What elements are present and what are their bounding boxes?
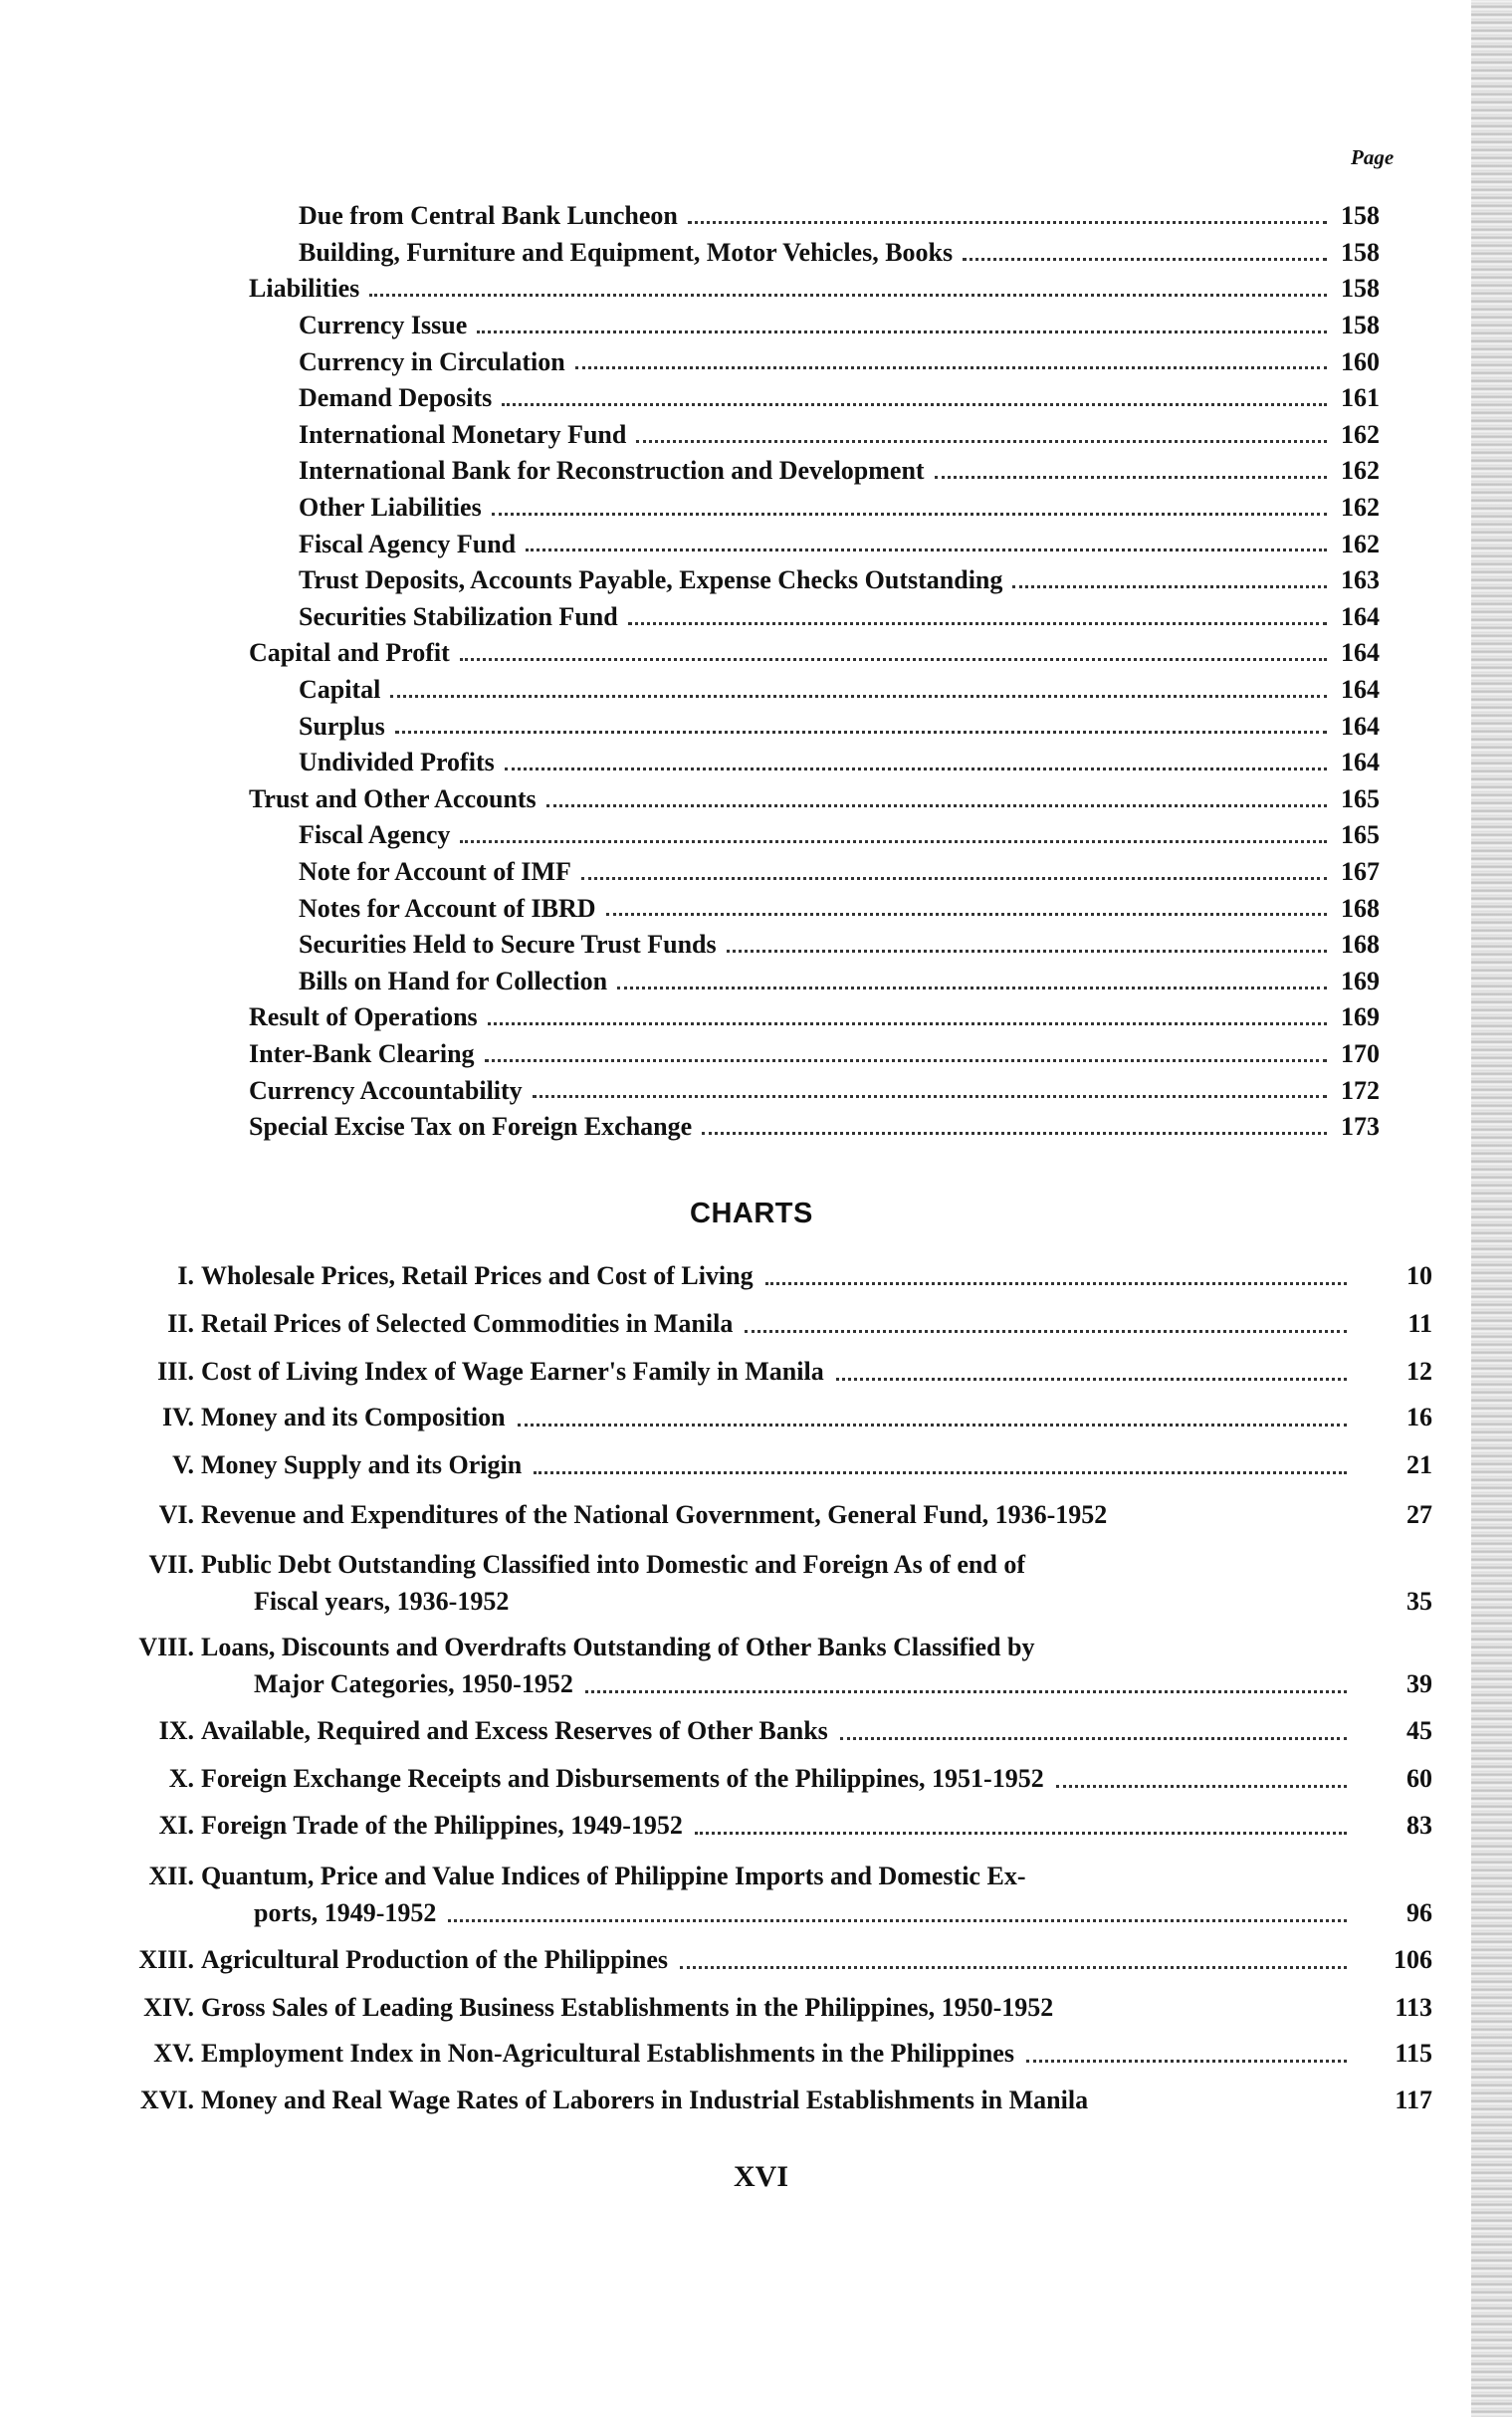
toc-entry-page: 158	[1341, 237, 1380, 267]
chart-title-continued: ports, 1949-1952	[254, 1898, 437, 1927]
chart-entry	[90, 1446, 1432, 1483]
toc-entry	[299, 887, 1380, 923]
dot-leader	[688, 220, 1327, 224]
chart-entry	[90, 1496, 1432, 1533]
chart-page: 113	[1395, 1993, 1432, 2022]
chart-number: V.	[172, 1450, 194, 1479]
chart-entry	[90, 1257, 1432, 1294]
chart-number: XI.	[158, 1811, 194, 1840]
chart-entry	[90, 1712, 1432, 1749]
chart-entry	[90, 1546, 1432, 1620]
chart-number: VIII.	[138, 1633, 194, 1661]
chart-number: XIII.	[138, 1945, 194, 1974]
toc-entry-page: 164	[1341, 748, 1380, 777]
dot-leader	[1012, 584, 1327, 588]
toc-entry	[299, 450, 1380, 486]
dot-leader	[1056, 1784, 1347, 1788]
scan-edge	[1471, 0, 1512, 2417]
dot-leader	[935, 475, 1327, 479]
dot-leader	[448, 1918, 1347, 1922]
toc-entry-title: Currency Issue	[299, 310, 468, 339]
toc-entry-title: Notes for Account of IBRD	[299, 893, 596, 923]
toc-entry	[299, 814, 1380, 850]
toc-entry-page: 162	[1341, 456, 1380, 486]
chart-page: 21	[1406, 1450, 1432, 1479]
dot-leader	[636, 439, 1327, 443]
toc-entry-title: Due from Central Bank Luncheon	[299, 201, 678, 231]
chart-page: 12	[1406, 1357, 1432, 1386]
toc-entry-page: 158	[1341, 274, 1380, 304]
dot-leader	[395, 730, 1327, 734]
chart-page: 60	[1406, 1764, 1432, 1793]
toc-entry-title: Trust and Other Accounts	[249, 783, 537, 813]
dot-leader	[526, 548, 1327, 551]
chart-title: Money Supply and its Origin	[201, 1450, 523, 1479]
toc-entry-title: Demand Deposits	[299, 383, 493, 413]
toc-entry-page: 158	[1341, 310, 1380, 339]
toc-entry-title: Capital	[299, 674, 381, 704]
chart-title: Foreign Trade of the Philippines, 1949-1952	[201, 1811, 683, 1840]
toc-entry	[249, 1106, 1380, 1142]
dot-leader	[840, 1736, 1347, 1740]
toc-entry-title: Note for Account of IMF	[299, 856, 571, 886]
dot-leader	[477, 330, 1327, 333]
dot-leader	[518, 1423, 1347, 1427]
dot-leader	[963, 257, 1327, 261]
chart-title: Retail Prices of Selected Commodities in Manila	[201, 1309, 734, 1338]
toc-entry-page: 169	[1341, 966, 1380, 995]
toc-entry-page: 164	[1341, 638, 1380, 668]
chart-page: 11	[1407, 1309, 1432, 1338]
toc-entry-title: Capital and Profit	[249, 638, 450, 668]
chart-entry	[90, 2082, 1432, 2118]
chart-title: Revenue and Expenditures of the National Government, General Fund, 1936-1952	[201, 1500, 1108, 1529]
toc-entry-page: 158	[1341, 201, 1380, 231]
chart-page: 45	[1406, 1716, 1432, 1745]
toc-entry-page: 165	[1341, 820, 1380, 850]
chart-number: II.	[167, 1309, 194, 1338]
toc-entry-title: Bills on Hand for Collection	[299, 966, 608, 995]
dot-leader	[1026, 2059, 1347, 2063]
chart-title: Gross Sales of Leading Business Establishments in the Philippines, 1950-1952	[201, 1993, 1054, 2022]
dot-leader	[533, 1094, 1327, 1098]
toc-entry-page: 161	[1341, 383, 1380, 413]
toc-entry-page: 168	[1341, 893, 1380, 923]
toc-entry	[299, 961, 1380, 996]
chart-number: I.	[177, 1261, 194, 1290]
chart-entry	[90, 2035, 1432, 2072]
chart-title: Quantum, Price and Value Indices of Philippine Imports and Domestic Ex-	[201, 1862, 1026, 1890]
dot-leader	[492, 512, 1327, 516]
toc-entry-page: 165	[1341, 783, 1380, 813]
dot-leader	[695, 1831, 1347, 1835]
chart-title: Agricultural Production of the Philippines	[201, 1945, 668, 1974]
toc-entry	[299, 559, 1380, 595]
chart-number: XIV.	[143, 1993, 194, 2022]
dot-leader	[534, 1470, 1347, 1474]
toc-entry	[299, 195, 1380, 231]
toc-entry-page: 170	[1341, 1038, 1380, 1068]
toc-entry-page: 168	[1341, 930, 1380, 960]
toc-entry-title: Currency Accountability	[249, 1075, 523, 1105]
toc-entry	[299, 742, 1380, 777]
chart-title: Public Debt Outstanding Classified into Domestic and Foreign As of end of	[201, 1550, 1025, 1579]
chart-title: Cost of Living Index of Wage Earner's Family in Manila	[201, 1357, 824, 1386]
chart-entry	[90, 1399, 1432, 1435]
dot-leader	[617, 986, 1327, 989]
chart-entry	[90, 1353, 1432, 1390]
chart-page: 117	[1395, 2086, 1432, 2114]
chart-number: IX.	[158, 1716, 194, 1745]
chart-page: 27	[1406, 1500, 1432, 1529]
toc-entry-title: International Monetary Fund	[299, 419, 627, 449]
toc-entry	[249, 996, 1380, 1032]
toc-entry	[299, 705, 1380, 741]
chart-entry	[90, 1807, 1432, 1844]
chart-title: Employment Index in Non-Agricultural Establishments in the Philippines	[201, 2039, 1014, 2068]
toc-entry-title: Inter-Bank Clearing	[249, 1038, 475, 1068]
chart-page: 106	[1394, 1945, 1432, 1974]
toc-entry-title: Securities Stabilization Fund	[299, 601, 618, 631]
toc-entry	[299, 851, 1380, 887]
chart-entry	[90, 1760, 1432, 1797]
toc-entry-title: Undivided Profits	[299, 748, 495, 777]
toc-entry-title: Securities Held to Secure Trust Funds	[299, 930, 717, 960]
chart-entry	[90, 1858, 1432, 1931]
dot-leader	[836, 1377, 1347, 1381]
toc-entry-page: 164	[1341, 601, 1380, 631]
toc-entry	[299, 596, 1380, 632]
toc-entry	[299, 377, 1380, 413]
toc-entry-page: 164	[1341, 674, 1380, 704]
toc-entry-page: 172	[1341, 1075, 1380, 1105]
toc-entry	[299, 669, 1380, 705]
toc-entry	[299, 487, 1380, 523]
chart-title-continued: Major Categories, 1950-1952	[254, 1669, 573, 1698]
toc-entry-title: Other Liabilities	[299, 492, 482, 522]
dot-leader	[680, 1965, 1347, 1969]
toc-entry-title: Liabilities	[249, 274, 360, 304]
dot-leader	[488, 1021, 1327, 1025]
dot-leader	[460, 839, 1327, 843]
chart-title: Money and Real Wage Rates of Laborers in Industrial Establishments in Manila	[201, 2086, 1089, 2114]
dot-leader	[745, 1329, 1347, 1333]
chart-number: VI.	[158, 1500, 194, 1529]
dot-leader	[581, 876, 1327, 880]
dot-leader	[585, 1689, 1347, 1693]
toc-entry-page: 162	[1341, 419, 1380, 449]
chart-number: XV.	[153, 2039, 194, 2068]
toc-entry	[299, 523, 1380, 558]
toc-entry-title: Currency in Circulation	[299, 346, 565, 376]
toc-entry-page: 160	[1341, 346, 1380, 376]
dot-leader	[485, 1058, 1327, 1062]
chart-title: Foreign Exchange Receipts and Disbursements of the Philippines, 1951-1952	[201, 1764, 1044, 1793]
toc-entry	[249, 632, 1380, 668]
toc-entry	[299, 305, 1380, 340]
toc-entry-page: 173	[1341, 1112, 1380, 1142]
toc-entry	[249, 778, 1380, 814]
toc-entry-title: Surplus	[299, 711, 385, 741]
dot-leader	[460, 657, 1327, 661]
toc-entry-title: Trust Deposits, Accounts Payable, Expense Checks Outstanding	[299, 565, 1003, 595]
chart-page: 96	[1406, 1898, 1432, 1927]
dot-leader	[628, 621, 1327, 625]
chart-page: 16	[1406, 1403, 1432, 1431]
dot-leader	[546, 803, 1327, 807]
toc-entry-title: Building, Furniture and Equipment, Motor Vehicles, Books	[299, 237, 954, 267]
toc-entry-title: Fiscal Agency	[299, 820, 451, 850]
dot-leader	[765, 1281, 1347, 1285]
page-column-label: Page	[1351, 145, 1395, 169]
chart-number: VII.	[148, 1550, 194, 1579]
charts-heading: CHARTS	[690, 1198, 813, 1229]
chart-entry	[90, 1989, 1432, 2026]
toc-entry-page: 164	[1341, 711, 1380, 741]
dot-leader	[369, 293, 1327, 297]
chart-number: XII.	[148, 1862, 194, 1890]
toc-entry	[299, 414, 1380, 450]
dot-leader	[727, 949, 1327, 953]
chart-page: 10	[1406, 1261, 1432, 1290]
chart-title: Loans, Discounts and Overdrafts Outstanding of Other Banks Classified by	[201, 1633, 1035, 1661]
chart-number: III.	[157, 1357, 194, 1386]
toc-entry-page: 163	[1341, 565, 1380, 595]
dot-leader	[390, 694, 1327, 698]
chart-entry	[90, 1305, 1432, 1342]
toc-entry-page: 169	[1341, 1002, 1380, 1032]
chart-entry	[90, 1941, 1432, 1978]
chart-title: Wholesale Prices, Retail Prices and Cost of Living	[201, 1261, 754, 1290]
dot-leader	[702, 1131, 1327, 1135]
chart-page: 35	[1406, 1587, 1432, 1616]
chart-title-continued: Fiscal years, 1936-1952	[254, 1587, 510, 1616]
toc-entry	[249, 268, 1380, 304]
toc-entry	[299, 340, 1380, 376]
chart-number: IV.	[161, 1403, 194, 1431]
dot-leader	[505, 767, 1327, 770]
toc-entry	[299, 232, 1380, 268]
chart-page: 83	[1406, 1811, 1432, 1840]
chart-number: XVI.	[139, 2086, 194, 2114]
dot-leader	[575, 365, 1327, 369]
toc-entry-page: 162	[1341, 492, 1380, 522]
page-folio: XVI	[734, 2160, 789, 2193]
chart-page: 115	[1395, 2039, 1432, 2068]
toc-entry-page: 162	[1341, 529, 1380, 558]
toc-entry-title: International Bank for Reconstruction and Development	[299, 456, 925, 486]
chart-number: X.	[168, 1764, 194, 1793]
chart-page: 39	[1406, 1669, 1432, 1698]
toc-entry-title: Result of Operations	[249, 1002, 478, 1032]
chart-title: Money and its Composition	[201, 1403, 506, 1431]
toc-entry-title: Special Excise Tax on Foreign Exchange	[249, 1112, 693, 1142]
toc-entry	[299, 924, 1380, 960]
dot-leader	[502, 402, 1327, 406]
dot-leader	[606, 912, 1328, 916]
toc-entry-title: Fiscal Agency Fund	[299, 529, 517, 558]
toc-entry	[249, 1069, 1380, 1105]
toc-entry-page: 167	[1341, 856, 1380, 886]
toc-entry	[249, 1033, 1380, 1069]
chart-title: Available, Required and Excess Reserves of Other Banks	[201, 1716, 828, 1745]
chart-entry	[90, 1629, 1432, 1702]
